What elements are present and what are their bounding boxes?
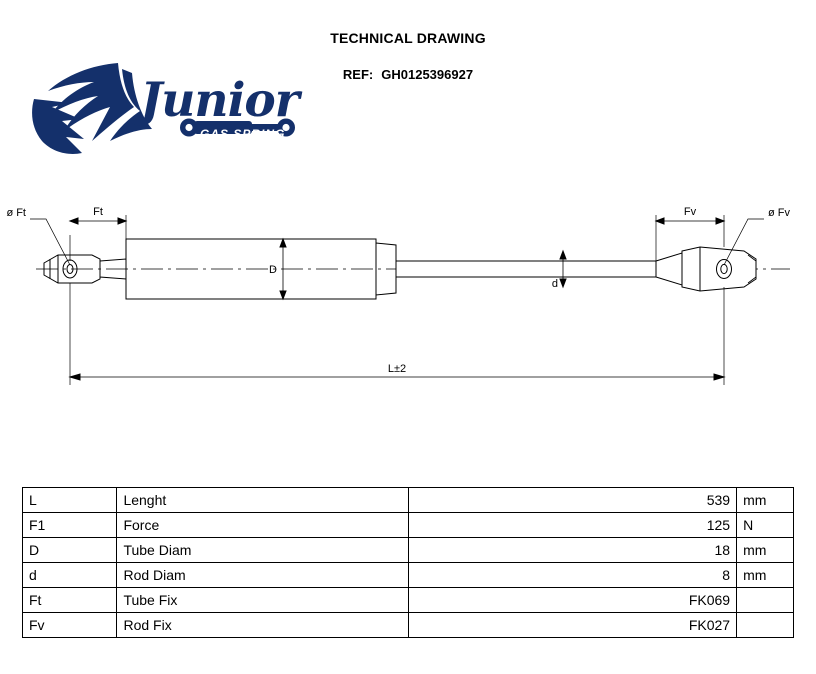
row-name: Tube Fix xyxy=(117,588,409,613)
dim-d-label: D xyxy=(269,264,277,276)
row-unit xyxy=(737,613,794,638)
gas-spring-drawing xyxy=(0,175,816,435)
row-unit: mm xyxy=(737,538,794,563)
table-row xyxy=(23,488,794,513)
specification-table xyxy=(22,487,794,638)
row-unit: mm xyxy=(737,563,794,588)
dim-d-small-label: d xyxy=(551,278,558,290)
dim-dia-ft-label: ø Ft xyxy=(6,207,26,219)
reference-label: REF: xyxy=(342,67,374,82)
dim-length-label: L±2 xyxy=(387,363,407,375)
brand-logo xyxy=(22,55,312,160)
table-row xyxy=(23,538,794,563)
dim-ft-label: Ft xyxy=(93,206,103,218)
row-name: Rod Fix xyxy=(117,613,409,638)
table-row xyxy=(23,588,794,613)
logo-tagline: GAS SPRING xyxy=(200,127,286,141)
table-row xyxy=(23,513,794,538)
row-name: Force xyxy=(117,513,409,538)
row-symbol: Fv xyxy=(23,613,117,638)
row-symbol: d xyxy=(23,563,117,588)
row-name: Rod Diam xyxy=(117,563,409,588)
row-name: Tube Diam xyxy=(117,538,409,563)
row-unit: mm xyxy=(737,488,794,513)
row-value: 18 xyxy=(409,538,737,563)
dim-fv-label: Fv xyxy=(683,206,697,218)
row-unit xyxy=(737,588,794,613)
row-value: 125 xyxy=(409,513,737,538)
dim-dia-fv-label: ø Fv xyxy=(768,207,790,219)
reference-value: GH0125396927 xyxy=(381,67,474,82)
row-unit: N xyxy=(737,513,794,538)
page-title: TECHNICAL DRAWING xyxy=(330,30,486,46)
row-name: Lenght xyxy=(117,488,409,513)
table-row xyxy=(23,613,794,638)
gas-spring-schematic xyxy=(0,175,816,435)
row-symbol: Ft xyxy=(23,588,117,613)
row-symbol: F1 xyxy=(23,513,117,538)
row-value: FK069 xyxy=(409,588,737,613)
row-symbol: L xyxy=(23,488,117,513)
row-value: 8 xyxy=(409,563,737,588)
table-row xyxy=(23,563,794,588)
row-value: FK027 xyxy=(409,613,737,638)
row-symbol: D xyxy=(23,538,117,563)
row-value: 539 xyxy=(409,488,737,513)
specification-table-body xyxy=(23,488,794,638)
logo-wordmark: Junior xyxy=(140,73,299,128)
